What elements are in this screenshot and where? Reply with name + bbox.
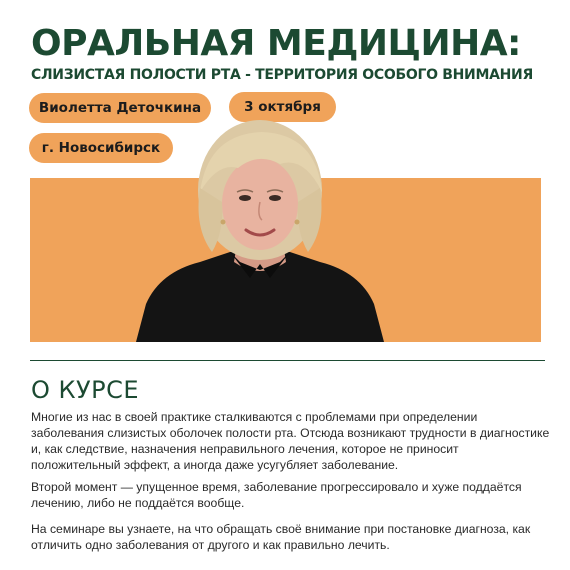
city-badge: г. Новосибирск	[29, 133, 173, 163]
about-heading: О КУРСЕ	[31, 376, 140, 404]
speaker-photo	[130, 112, 390, 342]
about-paragraph-3: На семинаре вы узнаете, на что обращать своё внимание при постановке диагноза, как отличить одно заболевания от другого и как правильно лечить.	[31, 522, 531, 552]
page-title: ОРАЛЬНАЯ МЕДИЦИНА:	[31, 23, 521, 64]
page-subtitle: СЛИЗИСТАЯ ПОЛОСТИ РТА - ТЕРРИТОРИЯ ОСОБОГО ВНИМАНИЯ	[31, 67, 533, 83]
section-divider	[30, 360, 545, 361]
speaker-badge: Виолетта Деточкина	[29, 93, 211, 123]
date-badge: 3 октября	[229, 92, 336, 122]
about-paragraph-1: Многие из нас в своей практике сталкиваются с проблемами при определении заболевания слизистых оболочек полости рта. Отсюда возникают трудности в диагностике и, как следствие, назначения неправильного лечения, которое не приносит положительный эффект, а иногда даже усугубляет заболевание.	[31, 410, 550, 472]
about-paragraph-2: Второй момент — упущенное время, заболевание прогрессировало и хуже поддаётся лечению, либо не поддаётся вообще.	[31, 480, 522, 510]
